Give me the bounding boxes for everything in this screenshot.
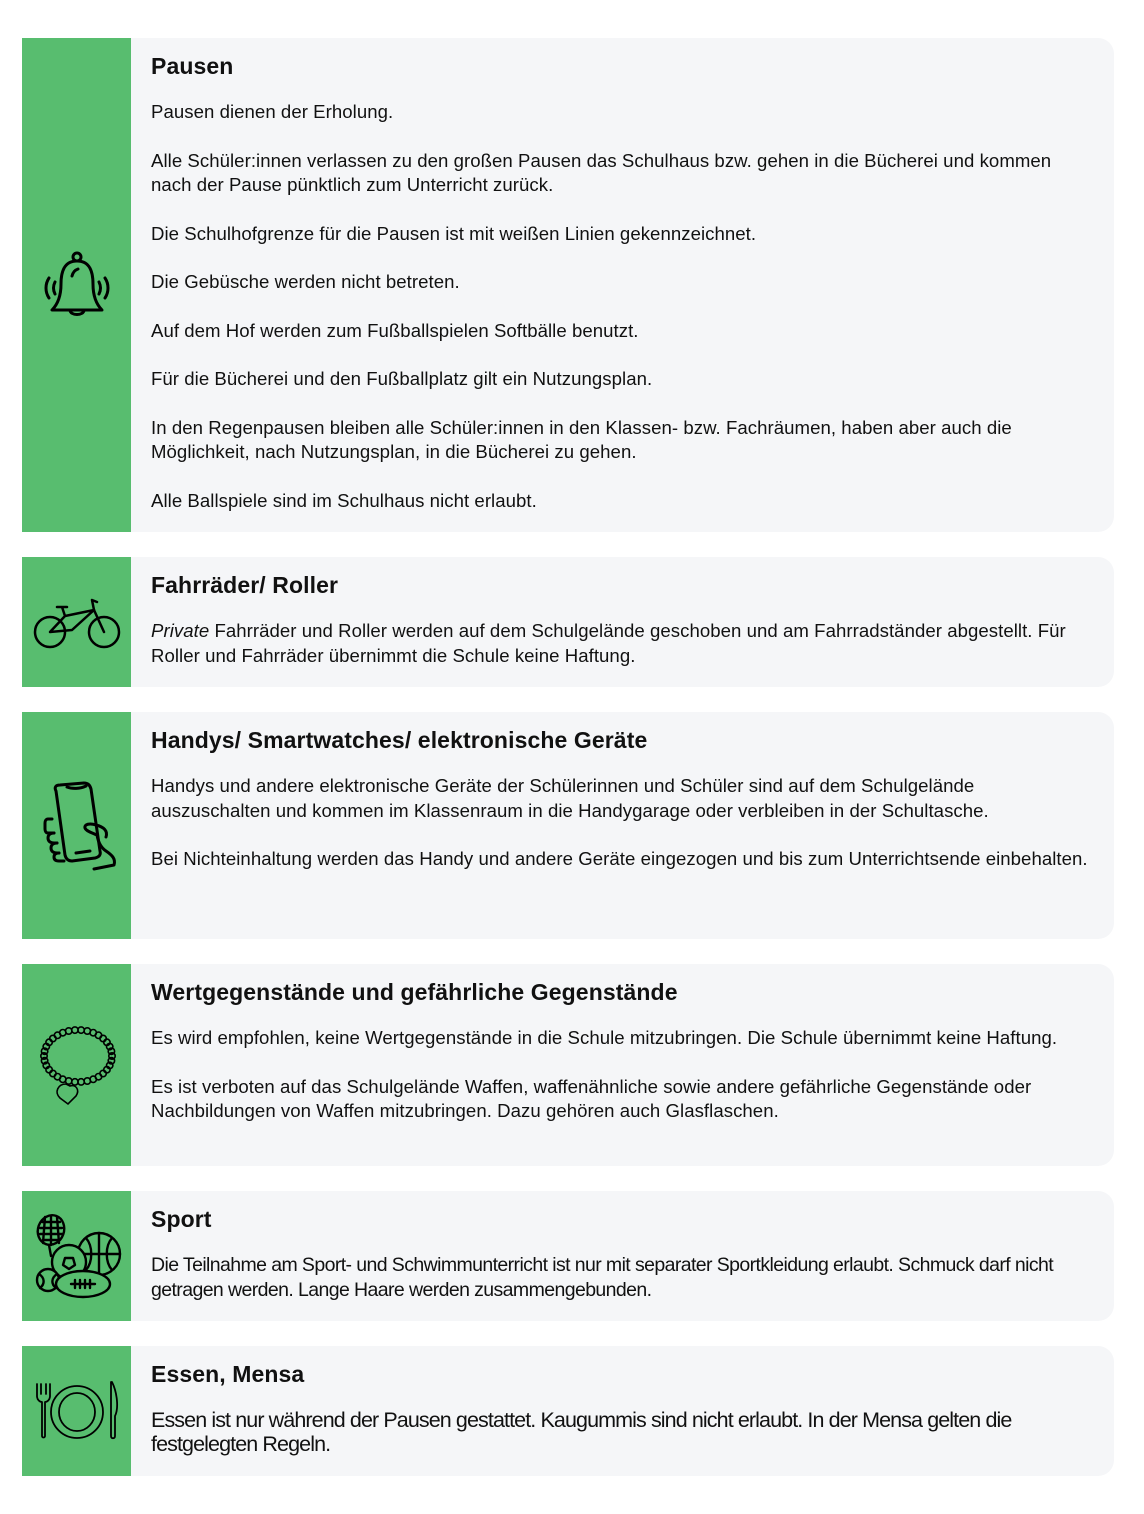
section-card-sport	[22, 1191, 1114, 1321]
section-title: Wertgegenstände und gefährliche Gegenstände	[151, 979, 678, 1005]
paragraph: Es ist verboten auf das Schulgelände Waffen, waffenähnliche sowie andere gefährliche Gegenstände oder Nachbildungen von Waffen mitzubringen. Dazu gehören auch Glasflaschen.	[151, 1075, 1032, 1121]
section-content	[151, 1360, 1094, 1456]
icon-panel	[22, 712, 131, 939]
paragraph: Bei Nichteinhaltung werden das Handy und andere Geräte eingezogen und bis zum Unterrichtsende einbehalten.	[151, 848, 1088, 869]
section-card-wertgegenstaende	[22, 964, 1114, 1166]
paragraph: Handys und andere elektronische Geräte der Schülerinnen und Schüler sind auf dem Schulgelände auszuschalten und kommen im Klassenraum in die Handygarage oder verbleiben in der Schultasche.	[151, 775, 989, 821]
section-title: Essen, Mensa	[151, 1361, 305, 1387]
paragraph: Alle Ballspiele sind im Schulhaus nicht erlaubt.	[151, 489, 537, 511]
bracelet-heart-icon	[32, 1020, 122, 1110]
section-content	[151, 571, 1094, 668]
section-card-fahrraeder	[22, 557, 1114, 687]
paragraph: Auf dem Hof werden zum Fußballspielen Softbälle benutzt.	[151, 319, 639, 341]
section-content	[151, 1205, 1094, 1302]
section-content	[151, 726, 1094, 872]
sports-balls-icon	[31, 1210, 123, 1302]
emphasis-text: Private	[151, 620, 210, 641]
icon-panel	[22, 964, 131, 1166]
paragraph: Alle Schüler:innen verlassen zu den großen Pausen das Schulhaus bzw. gehen in die Bücherei und kommen nach der Pause pünktlich zum Unterricht zurück.	[151, 149, 1052, 195]
section-card-pausen	[22, 38, 1114, 532]
paragraph: Essen ist nur während der Pausen gestattet. Kaugummis sind nicht erlaubt. In der Mensa gelten die festgelegten Regeln.	[151, 1408, 1012, 1456]
bell-ringing-icon	[34, 242, 120, 328]
paragraph: Es wird empfohlen, keine Wertgegenstände in die Schule mitzubringen. Die Schule übernimmt keine Haftung.	[151, 1027, 1058, 1048]
icon-panel	[22, 1191, 131, 1321]
section-content	[151, 52, 1094, 513]
paragraph	[151, 619, 1094, 668]
paragraph: Die Schulhofgrenze für die Pausen ist mit weißen Linien gekennzeichnet.	[151, 222, 757, 244]
section-title: Handys/ Smartwatches/ elektronische Geräte	[151, 727, 648, 753]
section-card-handys	[22, 712, 1114, 939]
paragraph: In den Regenpausen bleiben alle Schüler:innen in den Klassen- bzw. Fachräumen, haben aber auch die Möglichkeit, nach Nutzungsplan, in die Bücherei zu gehen.	[151, 416, 1012, 462]
icon-panel	[22, 1346, 131, 1476]
icon-panel	[22, 38, 131, 532]
bracelet-bead	[84, 1078, 90, 1084]
section-content	[151, 978, 1094, 1124]
bracelet-bead	[65, 1028, 71, 1034]
plate-cutlery-icon	[31, 1380, 123, 1442]
bicycle-icon	[32, 592, 122, 652]
section-title: Pausen	[151, 53, 234, 79]
paragraph: Die Gebüsche werden nicht betreten.	[151, 271, 460, 292]
section-card-essen-mensa	[22, 1346, 1114, 1476]
paragraph: Für die Bücherei und den Fußballplatz gilt ein Nutzungsplan.	[151, 368, 653, 389]
icon-panel	[22, 557, 131, 687]
section-title: Fahrräder/ Roller	[151, 572, 339, 598]
paragraph: Die Teilnahme am Sport- und Schwimmunterricht ist nur mit separater Sportkleidung erlaubt. Schmuck darf nicht getragen werden. Lange Haare werden zusammengebunden.	[151, 1254, 1054, 1301]
paragraph: Pausen dienen der Erholung.	[151, 101, 394, 122]
section-title: Sport	[151, 1206, 212, 1232]
hand-holding-phone-icon	[34, 781, 120, 871]
paragraph-text: Fahrräder und Roller werden auf dem Schulgelände geschoben und am Fahrradständer abgestellt. Für Roller und Fahrräder übernimmt die Schule keine Haftung.	[151, 620, 1066, 666]
